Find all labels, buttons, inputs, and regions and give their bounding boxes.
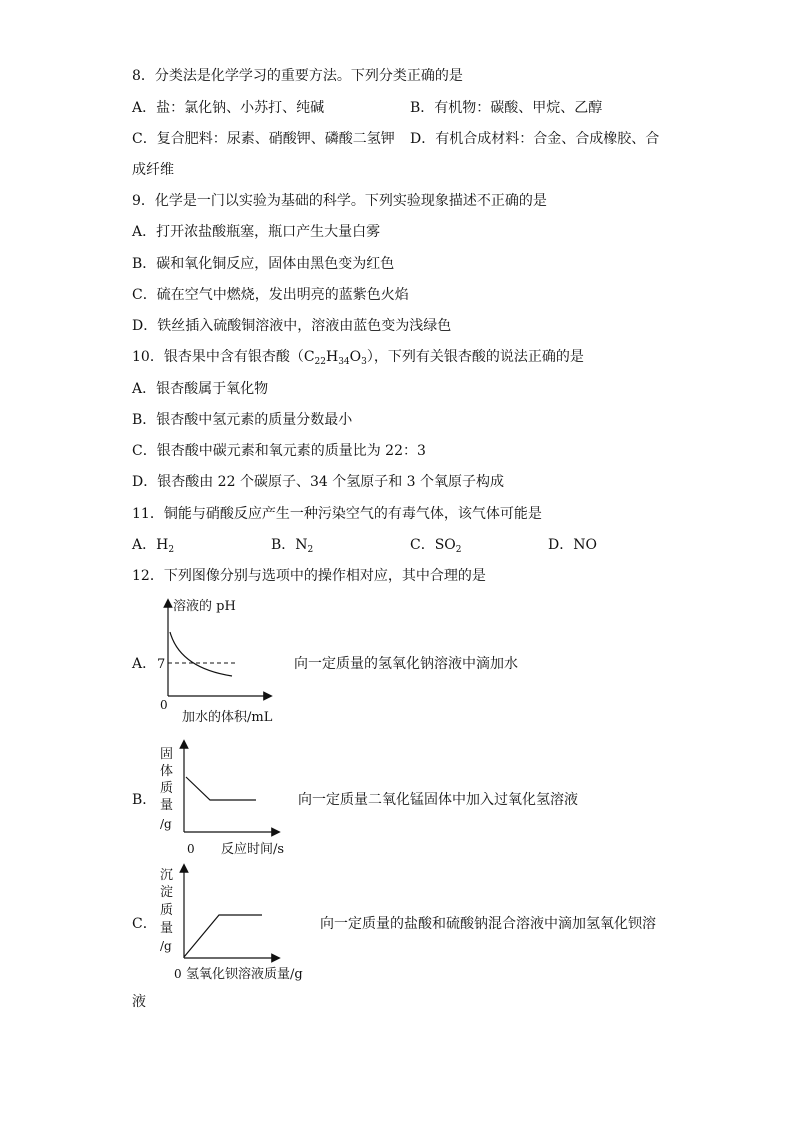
q11-option-b-sub: 2	[307, 545, 314, 555]
q12-a-origin: 0	[160, 698, 168, 712]
q12-c-xlabel: 氢氧化钡溶液质量/g	[186, 967, 303, 982]
q8-option-d: D．有机合成材料：合金、合成橡胶、合	[410, 131, 660, 147]
q10-option-d: D．银杏酸由 22 个碳原子、34 个氢原子和 3 个氧原子构成	[132, 474, 505, 490]
q9-option-a: A．打开浓盐酸瓶塞，瓶口产生大量白雾	[132, 224, 381, 240]
q9-option-b: B．碳和氧化铜反应，固体由黑色变为红色	[132, 256, 395, 272]
q10-stem	[132, 348, 584, 366]
q12-option-c-letter: C．	[132, 916, 157, 932]
q11-option-c	[410, 536, 462, 554]
q12-c-ylabel-4: 量	[160, 921, 174, 936]
q10-option-a: A．银杏酸属于氧化物	[132, 381, 269, 397]
q12-c-ylabel-1: 沉	[160, 868, 174, 883]
q12-b-ylabel-4: 量	[160, 798, 174, 813]
q10-option-b: B．银杏酸中氢元素的质量分数最小	[132, 412, 353, 428]
q11-option-c-text: C．SO	[410, 537, 456, 553]
q10-option-c: C．银杏酸中碳元素和氧元素的质量比为 22：3	[132, 443, 426, 459]
q12-option-b-letter: B．	[132, 792, 157, 808]
q12-option-a-letter: A．	[132, 656, 157, 672]
q12-b-ylabel-5: /g	[160, 817, 172, 831]
q9-option-c: C．硫在空气中燃烧，发出明亮的蓝紫色火焰	[132, 287, 409, 303]
q8-option-a: A．盐：氯化钠、小苏打、纯碱	[132, 100, 325, 116]
q12-c-ylabel-2: 淀	[160, 885, 174, 900]
q12-b-curve	[186, 777, 256, 800]
q8-option-b: B．有机物：碳酸、甲烷、乙醇	[410, 100, 603, 116]
q12-b-ylabel-3: 质	[160, 781, 174, 796]
q9-option-d: D．铁丝插入硫酸铜溶液中，溶液由蓝色变为浅绿色	[132, 318, 452, 334]
q10-stem-c: O	[349, 349, 362, 365]
q12-c-origin: 0	[174, 967, 182, 981]
q8-stem: 8．分类法是化学学习的重要方法。下列分类正确的是	[132, 68, 463, 84]
q12-option-a-desc: 向一定质量的氢氧化钠溶液中滴加水	[294, 656, 518, 672]
q12-option-c-desc-cont: 液	[132, 994, 146, 1010]
q12-b-ylabel-2: 体	[160, 764, 174, 779]
q12-c-ylabel-5: /g	[160, 939, 172, 953]
q8-option-c: C．复合肥料：尿素、硝酸钾、磷酸二氢钾	[132, 131, 395, 147]
q11-option-c-sub: 2	[455, 545, 462, 555]
q12-a-ylabel: 溶液的 pH	[173, 599, 236, 614]
q10-stem-b: H	[325, 349, 339, 365]
q12-a-xlabel: 加水的体积/mL	[182, 710, 273, 725]
q11-option-d-text: D．NO	[548, 537, 597, 553]
q10-sub-h: 34	[338, 357, 350, 367]
q10-stem-d: ），下列有关银杏酸的说法正确的是	[366, 349, 584, 365]
q8-option-d-cont: 成纤维	[132, 162, 174, 178]
q11-option-b-text: B．N	[271, 537, 308, 553]
q10-sub-c: 22	[314, 357, 326, 367]
q12-a-ytick: 7	[157, 657, 166, 672]
q12-c-curve	[184, 915, 262, 957]
q12-option-c-desc: 向一定质量的盐酸和硫酸钠混合溶液中滴加氢氧化钡溶	[320, 916, 656, 932]
q11-option-a-text: A．H	[132, 537, 169, 553]
q10-sub-o: 3	[361, 357, 367, 367]
q12-stem: 12．下列图像分别与选项中的操作相对应，其中合理的是	[132, 568, 486, 584]
q12-b-ylabel-1: 固	[160, 747, 174, 762]
q12-a-curve	[170, 632, 232, 676]
q11-option-a	[132, 536, 174, 554]
q10-stem-a: 10．银杏果中含有银杏酸（C	[132, 349, 315, 365]
q11-option-b	[271, 536, 313, 554]
q12-option-b-desc: 向一定质量二氧化锰固体中加入过氧化氢溶液	[298, 792, 578, 808]
q11-stem: 11．铜能与硝酸反应产生一种污染空气的有毒气体，该气体可能是	[132, 506, 542, 522]
q12-b-origin: 0	[187, 842, 195, 856]
q12-b-xlabel: 反应时间/s	[221, 842, 285, 857]
q12-c-ylabel-3: 质	[160, 903, 174, 918]
q11-option-d	[548, 536, 597, 554]
q9-stem: 9．化学是一门以实验为基础的科学。下列实验现象描述不正确的是	[132, 193, 547, 209]
q11-option-a-sub: 2	[168, 545, 175, 555]
